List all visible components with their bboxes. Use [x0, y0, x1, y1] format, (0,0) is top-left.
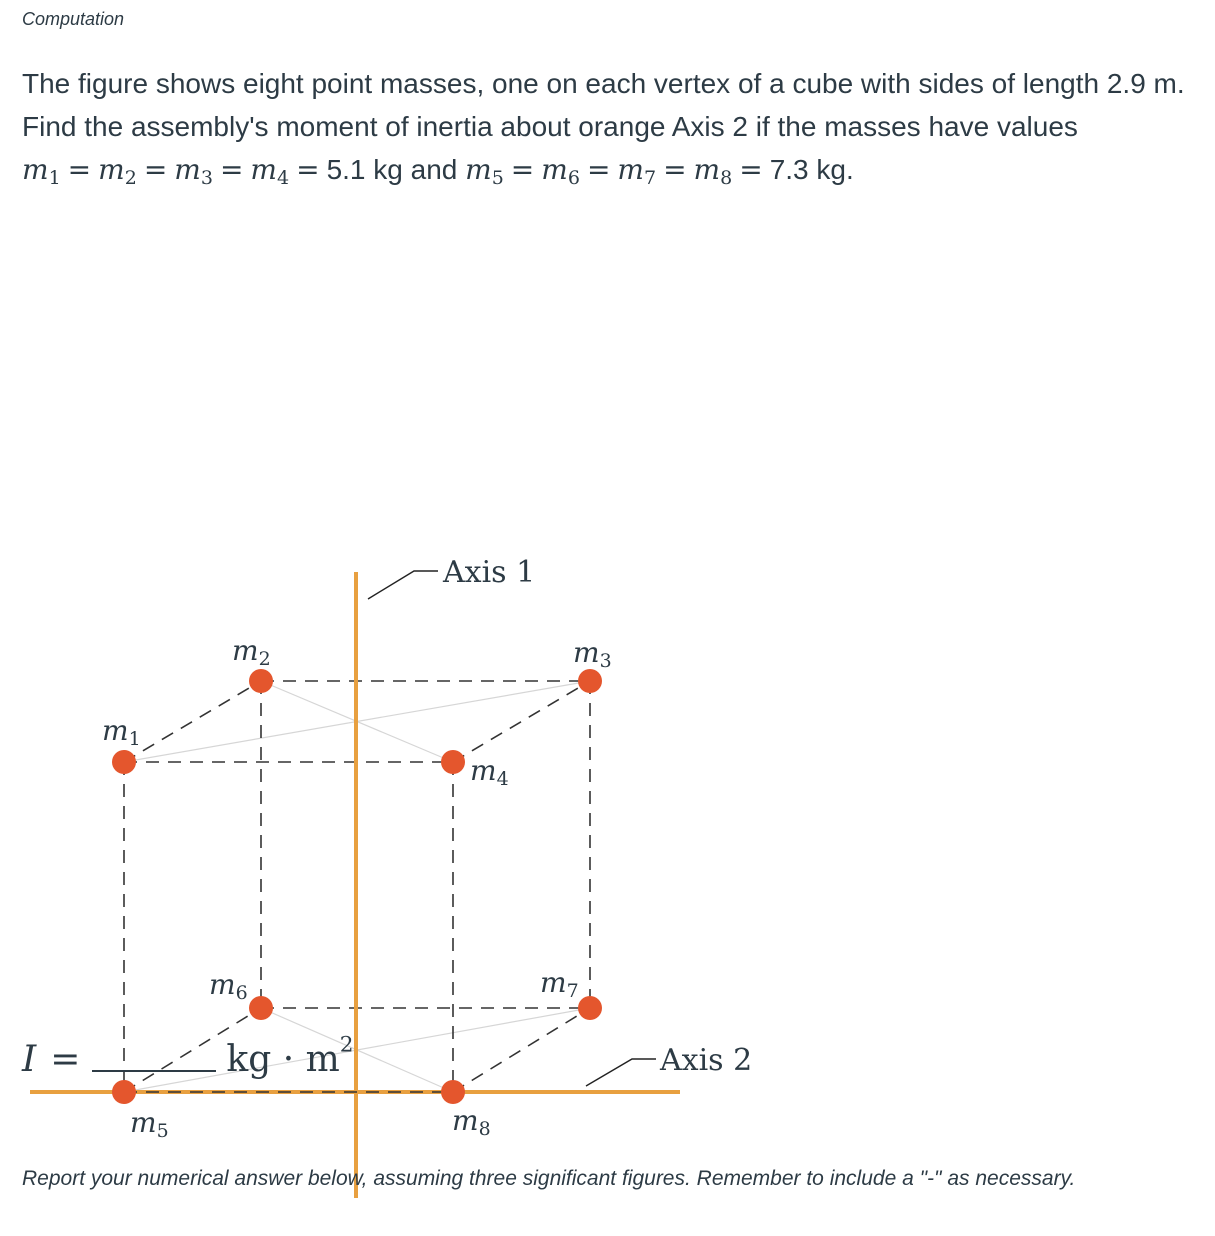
mass-m8 [441, 1080, 465, 1104]
mass-m2 [249, 669, 273, 693]
group2-value: 7.3 kg. [769, 154, 854, 185]
answer-blank[interactable] [92, 1026, 216, 1072]
answer-row [22, 1020, 353, 1080]
label-m4: m4 [470, 754, 509, 790]
label-m5: m5 [130, 1106, 169, 1142]
label-m2: m2 [232, 634, 271, 670]
axis-2-label: Axis 2 [660, 1043, 753, 1078]
answer-symbol: I [22, 1039, 37, 1080]
answer-units: kg · $m^2$ [226, 1032, 354, 1080]
answer-equals: = [50, 1039, 81, 1080]
mass-m6 [249, 996, 273, 1020]
axis-1-label: Axis 1 [443, 555, 536, 590]
label-m8: m8 [452, 1104, 491, 1140]
label-m7: m7 [540, 966, 579, 1002]
axis-2-leader [586, 1059, 656, 1086]
connector-word: and [410, 154, 458, 185]
label-m6: m6 [209, 968, 248, 1004]
mass-m3 [578, 669, 602, 693]
problem-line-1: The figure shows eight point masses, one on each vertex of a cube with sides of length 2.9 m. [22, 68, 1185, 99]
footer-note: Report your numerical answer below, assuming three significant figures. Remember to include a "-" as necessary. [22, 1167, 1076, 1190]
mass-m7 [578, 996, 602, 1020]
mass-m1 [112, 750, 136, 774]
label-m1: m1 [102, 714, 141, 750]
problem-line-2: Find the assembly's moment of inertia about orange Axis 2 if the masses have values [22, 111, 1078, 142]
label-m3: m3 [573, 636, 612, 672]
mass-m5 [112, 1080, 136, 1104]
group1-value: 5.1 kg [326, 154, 403, 185]
problem-statement [22, 62, 1202, 191]
section-label: Computation [22, 9, 125, 29]
problem-line-3: $m_1 = m_2 = m_3 = m_4 = 5.1$ kg and $m_5 = m_6 = m_7 = m_8 = 7.3$ kg. [22, 153, 854, 189]
mass-m4 [441, 750, 465, 774]
axis-1-leader [368, 571, 438, 599]
